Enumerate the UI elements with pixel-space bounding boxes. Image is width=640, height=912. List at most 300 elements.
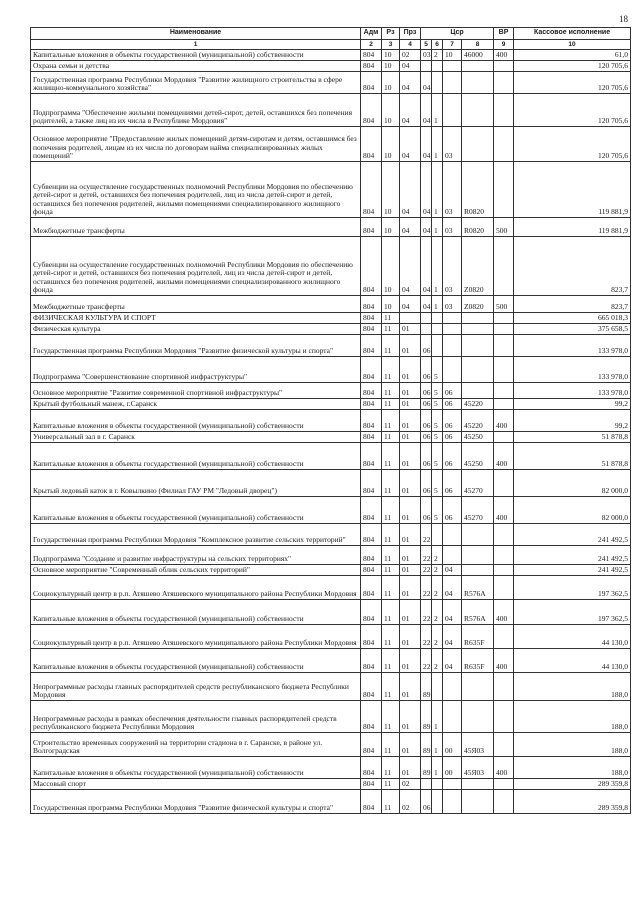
row-csr-subprogram bbox=[432, 779, 443, 790]
row-sum: 823,7 bbox=[514, 237, 631, 296]
row-sum: 99,2 bbox=[514, 399, 631, 410]
row-adm: 804 bbox=[361, 313, 382, 324]
row-csr-event: 06 bbox=[443, 399, 462, 410]
row-sum: 241 492,5 bbox=[514, 524, 631, 546]
row-csr-subprogram: 2 bbox=[432, 50, 443, 61]
row-csr-direction: 46000 bbox=[462, 50, 494, 61]
row-vr bbox=[494, 546, 514, 565]
row-vr bbox=[494, 324, 514, 335]
table-row bbox=[31, 625, 631, 649]
row-csr-subprogram: 1 bbox=[432, 218, 443, 237]
row-adm: 804 bbox=[361, 443, 382, 470]
row-prz: 01 bbox=[400, 443, 421, 470]
row-name: Социокультурный центр в р.п. Атяшево Атяшевского муниципального района Республики Мордовия bbox=[31, 625, 361, 649]
row-vr bbox=[494, 470, 514, 497]
row-rz: 11 bbox=[382, 432, 400, 443]
row-name: Универсальный зал в г. Саранск bbox=[31, 432, 361, 443]
row-prz: 01 bbox=[400, 701, 421, 733]
row-adm: 804 bbox=[361, 701, 382, 733]
column-number: 8 bbox=[462, 40, 494, 50]
row-sum: 51 878,8 bbox=[514, 443, 631, 470]
row-sum: 197 362,5 bbox=[514, 576, 631, 600]
table-row bbox=[31, 410, 631, 432]
row-rz: 11 bbox=[382, 673, 400, 701]
row-name: Межбюджетные трансферты bbox=[31, 296, 361, 313]
row-csr-direction bbox=[462, 546, 494, 565]
row-csr-subprogram: 1 bbox=[432, 701, 443, 733]
column-number: 1 bbox=[31, 40, 361, 50]
row-adm: 804 bbox=[361, 600, 382, 625]
column-number: 7 bbox=[443, 40, 462, 50]
row-adm: 804 bbox=[361, 324, 382, 335]
table-row bbox=[31, 335, 631, 357]
row-csr-subprogram bbox=[432, 335, 443, 357]
row-vr bbox=[494, 779, 514, 790]
row-name: Капитальные вложения в объекты государственной (муниципальной) собственности bbox=[31, 649, 361, 673]
row-csr-event bbox=[443, 94, 462, 127]
table-row bbox=[31, 383, 631, 399]
row-csr-program: 89 bbox=[421, 701, 432, 733]
row-adm: 804 bbox=[361, 524, 382, 546]
row-name: Непрограммные расходы главных распорядителей средств республиканского бюджета Республики Мордовия bbox=[31, 673, 361, 701]
row-name: Строительство временных сооружений на территории стадиона в г. Саранске, в районе ул. Волгоградская bbox=[31, 733, 361, 757]
header-vr: ВР bbox=[494, 28, 514, 40]
row-csr-direction: 45250 bbox=[462, 432, 494, 443]
row-csr-subprogram: 5 bbox=[432, 399, 443, 410]
row-prz: 01 bbox=[400, 546, 421, 565]
row-prz: 04 bbox=[400, 127, 421, 162]
header-prz: Прз bbox=[400, 28, 421, 40]
row-csr-direction: 45250 bbox=[462, 443, 494, 470]
row-csr-subprogram: 5 bbox=[432, 470, 443, 497]
row-csr-event bbox=[443, 61, 462, 72]
row-csr-subprogram: 2 bbox=[432, 576, 443, 600]
row-rz: 11 bbox=[382, 701, 400, 733]
row-prz: 01 bbox=[400, 649, 421, 673]
row-sum: 133 978,0 bbox=[514, 335, 631, 357]
table-row bbox=[31, 600, 631, 625]
row-csr-direction bbox=[462, 701, 494, 733]
row-vr bbox=[494, 576, 514, 600]
row-prz bbox=[400, 313, 421, 324]
row-csr-event: 03 bbox=[443, 296, 462, 313]
row-csr-event bbox=[443, 673, 462, 701]
row-csr-direction: R0820 bbox=[462, 162, 494, 218]
row-csr-program: 03 bbox=[421, 50, 432, 61]
row-csr-event bbox=[443, 72, 462, 94]
row-vr bbox=[494, 335, 514, 357]
table-row bbox=[31, 546, 631, 565]
row-vr bbox=[494, 625, 514, 649]
row-rz: 11 bbox=[382, 410, 400, 432]
row-csr-program: 89 bbox=[421, 733, 432, 757]
table-row bbox=[31, 94, 631, 127]
row-rz: 11 bbox=[382, 324, 400, 335]
row-name: Физическая культура bbox=[31, 324, 361, 335]
table-row bbox=[31, 524, 631, 546]
row-prz: 04 bbox=[400, 218, 421, 237]
row-csr-program: 04 bbox=[421, 296, 432, 313]
row-adm: 804 bbox=[361, 546, 382, 565]
table-row bbox=[31, 237, 631, 296]
row-adm: 804 bbox=[361, 733, 382, 757]
row-name: Государственная программа Республики Мордовия "Развитие физической культуры и спорта" bbox=[31, 335, 361, 357]
row-csr-event bbox=[443, 790, 462, 814]
row-rz: 11 bbox=[382, 383, 400, 399]
row-csr-event: 06 bbox=[443, 443, 462, 470]
row-csr-direction bbox=[462, 127, 494, 162]
row-adm: 804 bbox=[361, 399, 382, 410]
table-row bbox=[31, 324, 631, 335]
row-csr-event: 04 bbox=[443, 649, 462, 673]
header-row bbox=[31, 28, 631, 40]
row-prz: 01 bbox=[400, 524, 421, 546]
column-number: 5 bbox=[421, 40, 432, 50]
column-number: 4 bbox=[400, 40, 421, 50]
row-sum: 289 359,8 bbox=[514, 790, 631, 814]
row-adm: 804 bbox=[361, 576, 382, 600]
row-csr-program: 04 bbox=[421, 127, 432, 162]
row-csr-direction bbox=[462, 383, 494, 399]
row-adm: 804 bbox=[361, 94, 382, 127]
row-prz: 01 bbox=[400, 357, 421, 383]
row-vr bbox=[494, 94, 514, 127]
row-csr-direction bbox=[462, 357, 494, 383]
row-csr-event bbox=[443, 335, 462, 357]
row-rz: 11 bbox=[382, 565, 400, 576]
table-row bbox=[31, 162, 631, 218]
row-vr: 400 bbox=[494, 600, 514, 625]
row-adm: 804 bbox=[361, 335, 382, 357]
row-vr bbox=[494, 524, 514, 546]
row-name: ФИЗИЧЕСКАЯ КУЛЬТУРА И СПОРТ bbox=[31, 313, 361, 324]
row-sum: 61,0 bbox=[514, 50, 631, 61]
row-csr-subprogram: 5 bbox=[432, 410, 443, 432]
row-csr-direction: Z0820 bbox=[462, 237, 494, 296]
row-csr-direction: 45Я03 bbox=[462, 733, 494, 757]
row-csr-subprogram bbox=[432, 673, 443, 701]
row-adm: 804 bbox=[361, 497, 382, 524]
row-vr: 400 bbox=[494, 50, 514, 61]
row-csr-subprogram: 2 bbox=[432, 565, 443, 576]
row-rz: 11 bbox=[382, 600, 400, 625]
row-adm: 804 bbox=[361, 127, 382, 162]
row-csr-direction: 45Я03 bbox=[462, 757, 494, 779]
row-csr-program: 04 bbox=[421, 218, 432, 237]
row-rz: 11 bbox=[382, 625, 400, 649]
row-prz: 02 bbox=[400, 779, 421, 790]
row-csr-event: 10 bbox=[443, 50, 462, 61]
table-body bbox=[31, 50, 631, 814]
row-adm: 804 bbox=[361, 357, 382, 383]
header-sum: Кассовое исполнение bbox=[514, 28, 631, 40]
row-csr-program: 22 bbox=[421, 546, 432, 565]
row-csr-program: 06 bbox=[421, 335, 432, 357]
row-prz: 01 bbox=[400, 399, 421, 410]
table-row bbox=[31, 565, 631, 576]
row-rz: 11 bbox=[382, 790, 400, 814]
row-csr-direction: 45220 bbox=[462, 410, 494, 432]
row-csr-program: 06 bbox=[421, 399, 432, 410]
column-number: 2 bbox=[361, 40, 382, 50]
row-csr-subprogram bbox=[432, 61, 443, 72]
row-csr-event: 06 bbox=[443, 470, 462, 497]
row-csr-direction: R576A bbox=[462, 600, 494, 625]
row-csr-program: 04 bbox=[421, 237, 432, 296]
row-rz: 10 bbox=[382, 162, 400, 218]
row-vr bbox=[494, 733, 514, 757]
row-name: Капитальные вложения в объекты государственной (муниципальной) собственности bbox=[31, 443, 361, 470]
row-adm: 804 bbox=[361, 296, 382, 313]
table-row bbox=[31, 497, 631, 524]
row-name: Капитальные вложения в объекты государственной (муниципальной) собственности bbox=[31, 757, 361, 779]
row-name: Непрограммные расходы в рамках обеспечения деятельности главных распорядителей средств республиканского бюджета Республики Мордовия bbox=[31, 701, 361, 733]
row-name: Субвенции на осуществление государственных полномочий Республики Мордовия по обеспечению детей-сирот и детей, оставшихся без попечения родителей, лиц из числа детей-сирот и детей, оставшихся без попечения родителей, жилыми помещениями специализированного жилищного фонда bbox=[31, 237, 361, 296]
table-row bbox=[31, 218, 631, 237]
row-csr-program bbox=[421, 779, 432, 790]
table-row bbox=[31, 733, 631, 757]
row-csr-event: 03 bbox=[443, 237, 462, 296]
row-csr-program: 06 bbox=[421, 410, 432, 432]
row-csr-direction bbox=[462, 779, 494, 790]
row-csr-event: 06 bbox=[443, 432, 462, 443]
row-adm: 804 bbox=[361, 61, 382, 72]
row-csr-subprogram bbox=[432, 313, 443, 324]
row-csr-direction bbox=[462, 324, 494, 335]
row-vr bbox=[494, 61, 514, 72]
row-csr-subprogram: 5 bbox=[432, 357, 443, 383]
row-csr-subprogram bbox=[432, 72, 443, 94]
row-vr bbox=[494, 357, 514, 383]
column-number: 9 bbox=[494, 40, 514, 50]
row-adm: 804 bbox=[361, 757, 382, 779]
row-prz: 01 bbox=[400, 410, 421, 432]
table-row bbox=[31, 470, 631, 497]
row-sum: 197 362,5 bbox=[514, 600, 631, 625]
row-csr-event bbox=[443, 524, 462, 546]
row-sum: 120 705,6 bbox=[514, 127, 631, 162]
row-sum: 188,0 bbox=[514, 673, 631, 701]
row-csr-subprogram bbox=[432, 790, 443, 814]
column-number: 6 bbox=[432, 40, 443, 50]
row-sum: 99,2 bbox=[514, 410, 631, 432]
row-csr-program: 06 bbox=[421, 357, 432, 383]
row-sum: 82 000,0 bbox=[514, 470, 631, 497]
row-csr-subprogram: 2 bbox=[432, 625, 443, 649]
row-sum: 133 978,0 bbox=[514, 383, 631, 399]
row-csr-direction: R635F bbox=[462, 625, 494, 649]
row-csr-program: 04 bbox=[421, 72, 432, 94]
row-csr-event: 06 bbox=[443, 410, 462, 432]
row-csr-program: 22 bbox=[421, 565, 432, 576]
row-vr: 400 bbox=[494, 497, 514, 524]
row-csr-program: 06 bbox=[421, 497, 432, 524]
row-name: Капитальные вложения в объекты государственной (муниципальной) собственности bbox=[31, 600, 361, 625]
row-sum: 375 658,5 bbox=[514, 324, 631, 335]
row-name: Подпрограмма "Создание и развитие инфраструктуры на сельских территориях" bbox=[31, 546, 361, 565]
row-rz: 10 bbox=[382, 218, 400, 237]
row-rz: 11 bbox=[382, 470, 400, 497]
row-prz: 01 bbox=[400, 335, 421, 357]
row-sum: 188,0 bbox=[514, 701, 631, 733]
row-csr-event: 04 bbox=[443, 600, 462, 625]
table-row bbox=[31, 296, 631, 313]
row-rz: 10 bbox=[382, 94, 400, 127]
row-vr: 400 bbox=[494, 410, 514, 432]
row-vr: 500 bbox=[494, 218, 514, 237]
row-sum: 120 705,6 bbox=[514, 94, 631, 127]
row-vr: 400 bbox=[494, 649, 514, 673]
row-csr-program bbox=[421, 324, 432, 335]
row-adm: 804 bbox=[361, 162, 382, 218]
row-csr-event: 04 bbox=[443, 625, 462, 649]
row-csr-event: 03 bbox=[443, 127, 462, 162]
table-row bbox=[31, 779, 631, 790]
row-csr-direction bbox=[462, 94, 494, 127]
row-sum: 188,0 bbox=[514, 733, 631, 757]
row-rz: 11 bbox=[382, 524, 400, 546]
row-csr-program: 89 bbox=[421, 673, 432, 701]
row-rz: 11 bbox=[382, 443, 400, 470]
row-csr-event: 06 bbox=[443, 497, 462, 524]
row-prz: 01 bbox=[400, 576, 421, 600]
row-csr-program: 04 bbox=[421, 94, 432, 127]
row-adm: 804 bbox=[361, 218, 382, 237]
row-csr-direction: R576A bbox=[462, 576, 494, 600]
row-name: Подпрограмма "Совершенствование спортивной инфраструктуры" bbox=[31, 357, 361, 383]
row-sum: 82 000,0 bbox=[514, 497, 631, 524]
row-sum: 120 705,6 bbox=[514, 61, 631, 72]
row-sum: 665 018,3 bbox=[514, 313, 631, 324]
row-adm: 804 bbox=[361, 790, 382, 814]
row-csr-event: 04 bbox=[443, 565, 462, 576]
row-csr-event bbox=[443, 313, 462, 324]
row-csr-event: 04 bbox=[443, 576, 462, 600]
row-sum: 119 881,9 bbox=[514, 162, 631, 218]
row-prz: 04 bbox=[400, 162, 421, 218]
row-csr-event bbox=[443, 546, 462, 565]
row-csr-direction: R0820 bbox=[462, 218, 494, 237]
row-csr-subprogram: 1 bbox=[432, 162, 443, 218]
header-csr: Цср bbox=[421, 28, 494, 40]
row-sum: 44 130,0 bbox=[514, 625, 631, 649]
row-csr-program: 22 bbox=[421, 600, 432, 625]
row-vr: 400 bbox=[494, 757, 514, 779]
row-name: Подпрограмма "Обеспечение жилыми помещениями детей-сирот, детей, оставшихся без попечения родителей, а также лиц из их числа в Республике Мордовия" bbox=[31, 94, 361, 127]
row-adm: 804 bbox=[361, 565, 382, 576]
table-row bbox=[31, 443, 631, 470]
row-rz: 11 bbox=[382, 779, 400, 790]
table-row bbox=[31, 673, 631, 701]
row-rz: 11 bbox=[382, 313, 400, 324]
row-prz: 01 bbox=[400, 757, 421, 779]
row-csr-subprogram: 2 bbox=[432, 546, 443, 565]
row-vr: 500 bbox=[494, 296, 514, 313]
table-row bbox=[31, 357, 631, 383]
row-csr-subprogram: 2 bbox=[432, 649, 443, 673]
row-prz: 01 bbox=[400, 432, 421, 443]
row-name: Социокультурный центр в р.п. Атяшево Атяшевского муниципального района Республики Мордовия bbox=[31, 576, 361, 600]
row-csr-program bbox=[421, 61, 432, 72]
row-name: Капитальные вложения в объекты государственной (муниципальной) собственности bbox=[31, 410, 361, 432]
row-sum: 133 978,0 bbox=[514, 357, 631, 383]
row-adm: 804 bbox=[361, 673, 382, 701]
table-row bbox=[31, 649, 631, 673]
row-csr-program: 06 bbox=[421, 383, 432, 399]
row-vr bbox=[494, 399, 514, 410]
budget-table bbox=[30, 27, 631, 814]
row-vr bbox=[494, 127, 514, 162]
row-sum: 120 705,6 bbox=[514, 72, 631, 94]
row-csr-event bbox=[443, 779, 462, 790]
row-csr-direction bbox=[462, 524, 494, 546]
row-csr-event: 03 bbox=[443, 218, 462, 237]
row-prz: 01 bbox=[400, 383, 421, 399]
page-number: 18 bbox=[619, 14, 628, 24]
row-adm: 804 bbox=[361, 410, 382, 432]
row-name: Крытый ледовый каток в г. Ковылкино (Филиал ГАУ РМ "Ледовый дворец") bbox=[31, 470, 361, 497]
row-rz: 11 bbox=[382, 357, 400, 383]
row-prz: 01 bbox=[400, 733, 421, 757]
row-csr-subprogram: 5 bbox=[432, 383, 443, 399]
row-name: Капитальные вложения в объекты государственной (муниципальной) собственности bbox=[31, 50, 361, 61]
row-sum: 51 878,8 bbox=[514, 432, 631, 443]
row-rz: 11 bbox=[382, 546, 400, 565]
row-name: Основное мероприятие "Предоставление жилых помещений детям-сиротам и детям, оставшимся без попечения родителей, лицам из их числа по договорам найма специализированных жилых помещений" bbox=[31, 127, 361, 162]
table-row bbox=[31, 790, 631, 814]
table-row bbox=[31, 313, 631, 324]
row-adm: 804 bbox=[361, 237, 382, 296]
row-csr-subprogram: 2 bbox=[432, 600, 443, 625]
table-row bbox=[31, 576, 631, 600]
row-rz: 10 bbox=[382, 296, 400, 313]
row-csr-direction bbox=[462, 335, 494, 357]
row-vr bbox=[494, 72, 514, 94]
row-sum: 241 492,5 bbox=[514, 565, 631, 576]
row-name: Охрана семьи и детства bbox=[31, 61, 361, 72]
row-vr bbox=[494, 313, 514, 324]
row-sum: 188,0 bbox=[514, 757, 631, 779]
row-adm: 804 bbox=[361, 779, 382, 790]
column-number: 10 bbox=[514, 40, 631, 50]
row-csr-direction bbox=[462, 72, 494, 94]
row-rz: 10 bbox=[382, 61, 400, 72]
row-csr-event bbox=[443, 324, 462, 335]
row-name: Государственная программа Республики Мордовия "Развитие жилищного строительства в сфере жилищно-коммунального хозяйства" bbox=[31, 72, 361, 94]
row-csr-event: 00 bbox=[443, 757, 462, 779]
row-rz: 11 bbox=[382, 497, 400, 524]
row-vr bbox=[494, 790, 514, 814]
row-rz: 10 bbox=[382, 50, 400, 61]
row-prz: 02 bbox=[400, 50, 421, 61]
row-name: Основное мероприятие "Современный облик сельских территорий" bbox=[31, 565, 361, 576]
row-csr-program: 89 bbox=[421, 757, 432, 779]
header-name: Наименование bbox=[31, 28, 361, 40]
row-adm: 804 bbox=[361, 432, 382, 443]
row-csr-subprogram: 1 bbox=[432, 127, 443, 162]
row-csr-event: 00 bbox=[443, 733, 462, 757]
table-row bbox=[31, 757, 631, 779]
row-csr-direction bbox=[462, 673, 494, 701]
row-sum: 44 130,0 bbox=[514, 649, 631, 673]
table-row bbox=[31, 72, 631, 94]
row-prz: 01 bbox=[400, 324, 421, 335]
row-vr bbox=[494, 701, 514, 733]
row-name: Массовый спорт bbox=[31, 779, 361, 790]
header-rz: Рз bbox=[382, 28, 400, 40]
row-csr-subprogram: 1 bbox=[432, 733, 443, 757]
row-sum: 823,7 bbox=[514, 296, 631, 313]
